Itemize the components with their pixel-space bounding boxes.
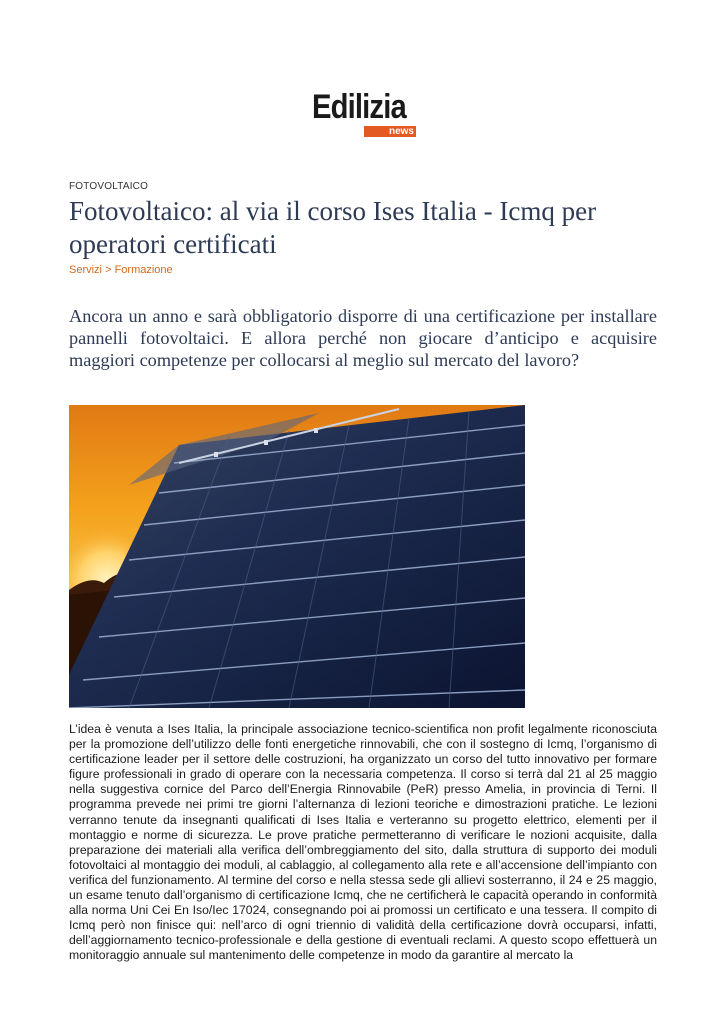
article-title: Fotovoltaico: al via il corso Ises Italia - Icmq per operatori certificati	[69, 196, 597, 259]
article-lead: Ancora un anno e sarà obbligatorio disporre di una certificazione per installare pannelli fotovoltaici. E allora perché non giocare d’anticipo e acquisire maggiori competenze per collocarsi al meglio sul mercato del lavoro?	[69, 306, 657, 370]
article-kicker: FOTOVOLTAICO	[69, 181, 149, 192]
logo-sub: news	[364, 126, 416, 137]
breadcrumb	[69, 264, 173, 276]
logo-brand: Edilizia	[312, 88, 406, 126]
solar-panels-photo	[69, 405, 525, 708]
breadcrumb-separator: >	[102, 264, 115, 276]
article-body: L’idea è venuta a Ises Italia, la principale associazione tecnico-scientifica non profit legalmente riconosciuta per la promozione dell’utilizzo delle fonti energetiche rinnovabili, che con il sostegno di Icmq, l’organismo di certificazione leader per il settore delle costruzioni, ha organizzato un corso del tutto innovativo per formare figure professionali in grado di operare con la necessaria competenza. Il corso si terrà dal 21 al 25 maggio nella suggestiva cornice del Parco dell’Energia Rinnovabile (PeR) presso Amelia, in provincia di Terni. Il programma prevede nei primi tre giorni l’alternanza di lezioni teoriche e dimostrazioni pratiche. Le lezioni verranno tenute da insegnanti qualificati di Ises Italia e verteranno su progetto elettrico, elementi per il montaggio e norme di sicurezza. Le prove pratiche permetteranno di verificare le nozioni acquisite, dalla preparazione dei materiali alla verifica dell’ombreggiamento del sito, dalla struttura di supporto dei moduli fotovoltaici al montaggio dei moduli, al cablaggio, al collegamento alla rete e all’accensione dell’impianto con verifica del funzionamento. Al termine del corso e nella stessa sede gli allievi sosterranno, il 24 e 25 maggio, un esame tenuto dall’organismo di certificazione Icmq, che ne certificherà le capacità operando in conformità alla norma Uni Cei En Iso/Iec 17024, consegnando poi ai promossi un certificato e una tessera. Il compito di Icmq però non finisce qui: nell’arco di ogni triennio di validità della certificazione dovrà occuparsi, infatti, dell’aggiornamento tecnico-professionale e della gestione di eventuali reclami. A questo scopo effettuerà un monitoraggio annuale sul mantenimento delle competenze in modo da garantire al mercato la	[69, 722, 657, 963]
edilizia-news-logo[interactable]	[312, 90, 417, 150]
breadcrumb-section-link[interactable]: Servizi	[69, 264, 103, 276]
breadcrumb-subsection-link[interactable]: Formazione	[114, 264, 173, 276]
